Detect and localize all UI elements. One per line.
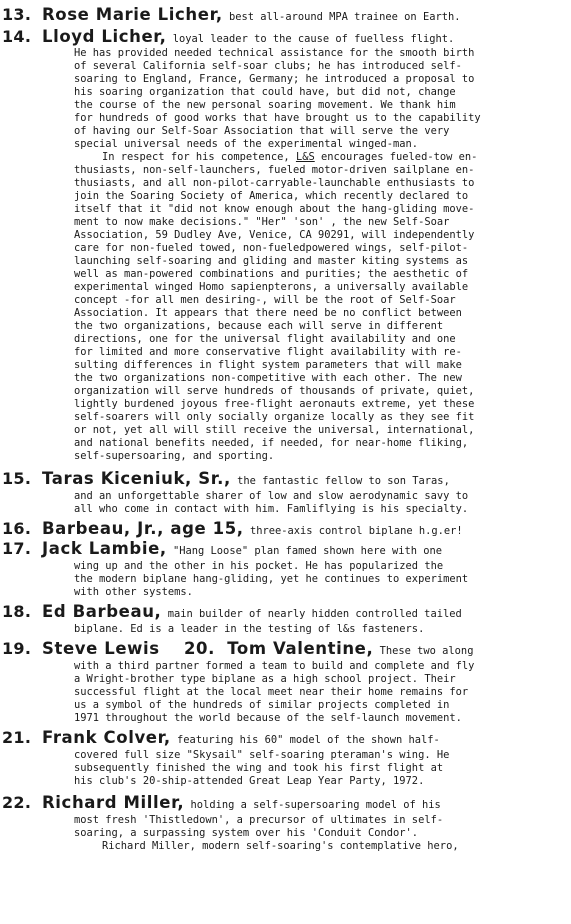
- text-line: Association, 59 Dudley Ave, Venice, CA 90291, will independently: [74, 229, 475, 241]
- text-line: his soaring organization that could have, but did not, change: [74, 86, 456, 98]
- text-line: successful flight at the local meet near their home remains for: [74, 686, 469, 698]
- entry-name: Steve Lewis: [42, 639, 160, 658]
- text-line: launching self-soaring and gliding and master kiting systems as: [74, 255, 469, 267]
- entry-name: Lloyd Licher,: [42, 27, 167, 46]
- entry-intro: three-axis control biplane h.g.er!: [249, 525, 463, 537]
- entry-14: [0, 27, 571, 463]
- text-line: self-supersoaring, and sporting.: [74, 450, 275, 462]
- entry-name: Taras Kiceniuk, Sr.,: [42, 469, 231, 488]
- text-line: ment to now make decisions." "Her" 'son' , the new Self-Soar: [74, 216, 450, 228]
- text-line: Association. It appears that there need be no conflict between: [74, 307, 462, 319]
- text-line: his club's 20-ship-attended Great Leap Year Party, 1972.: [74, 775, 425, 787]
- entry-number: 18.: [2, 602, 32, 621]
- text-line: of several California self-soar clubs; he has introduced self-: [74, 60, 462, 72]
- entry-19-20: [0, 639, 571, 725]
- text-line: well as man-powered combinations and purities; the aesthetic of: [74, 268, 469, 280]
- text-line: biplane. Ed is a leader in the testing of l&s fasteners.: [74, 623, 425, 635]
- entry-name-secondary: Tom Valentine,: [227, 639, 374, 658]
- text-line: a Wright-brother type biplane as a high school project. Their: [74, 673, 456, 685]
- text-line: special universal needs of the experimental winged-man.: [74, 138, 419, 150]
- entry-intro: These two along: [379, 645, 474, 657]
- text-line: subsequently finished the wing and took his first flight at: [74, 762, 444, 774]
- entry-21: [0, 728, 571, 788]
- entry-intro: main builder of nearly hidden controlled tailed: [167, 608, 462, 620]
- entry-17: [0, 539, 571, 599]
- text-line: itself that it "did not know enough about the hang-gliding move-: [74, 203, 475, 215]
- entry-name: Richard Miller,: [42, 793, 185, 812]
- entry-number-secondary: 20.: [183, 639, 215, 658]
- text-line: soaring, a surpassing system over his 'Conduit Condor'.: [74, 827, 419, 839]
- text-line: experimental winged Homo sapienpterons, a universally available: [74, 281, 469, 293]
- entry-number: 16.: [2, 519, 32, 538]
- text-line: for limited and more conservative flight availability with re-: [74, 346, 462, 358]
- text-line: He has provided needed technical assistance for the smooth birth: [74, 47, 475, 59]
- entry-number: 21.: [2, 728, 32, 747]
- entry-number: 17.: [2, 539, 32, 558]
- text-line: join the Soaring Society of America, which recently declared to: [74, 190, 469, 202]
- text-line: the two organizations, because each will serve in different: [74, 320, 444, 332]
- text-line: covered full size "Skysail" self-soaring pteraman's wing. He: [74, 749, 450, 761]
- text-line: soaring to England, France, Germany; he introduced a proposal to: [74, 73, 475, 85]
- text-line: organization will serve hundreds of thousands of private, quiet,: [74, 385, 475, 397]
- entry-number: 19.: [2, 639, 32, 658]
- text-line: sulting differences in flight system parameters that will make: [74, 359, 462, 371]
- text-line: all who come in contact with him. Famliflying is his specialty.: [74, 503, 469, 515]
- entry-intro: the fantastic fellow to son Taras,: [237, 475, 450, 487]
- text-line: wing up and the other in his pocket. He has popularized the: [74, 560, 444, 572]
- entry-name: Ed Barbeau,: [42, 602, 162, 621]
- entry-name: Frank Colver,: [42, 728, 171, 747]
- text-line: care for non-fueled towed, non-fueledpowered wings, self-pilot-: [74, 242, 469, 254]
- text-line: with other systems.: [74, 586, 193, 598]
- entry-name: Jack Lambie,: [42, 539, 167, 558]
- entry-intro: "Hang Loose" plan famed shown here with one: [173, 545, 443, 557]
- text-line: or not, yet all will still receive the universal, international,: [74, 424, 475, 436]
- ls-abbreviation: L&S: [295, 151, 315, 163]
- entry-number: 15.: [2, 469, 32, 488]
- entry-intro: featuring his 60" model of the shown half-: [177, 734, 440, 746]
- entry-body: [74, 30, 564, 463]
- text-line: the course of the new personal soaring movement. We thank him: [74, 99, 456, 111]
- text-line: Richard Miller, modern self-soaring's contemplative hero,: [102, 840, 459, 852]
- text-line: directions, one for the universal flight availability and one: [74, 333, 456, 345]
- entry-22: [0, 793, 571, 853]
- text-line: for hundreds of good works that have brought us to the capability: [74, 112, 481, 124]
- text-line: In respect for his competence, L&S encourages fueled-tow en-: [102, 151, 478, 163]
- entry-intro: holding a self-supersoaring model of his: [190, 799, 441, 811]
- text-line: the two organizations non-competitive with each other. The new: [74, 372, 462, 384]
- text-line: most fresh 'Thistledown', a precursor of ultimates in self-: [74, 814, 444, 826]
- entry-number: 22.: [2, 793, 32, 812]
- entry-number: 13.: [2, 5, 32, 24]
- text-line: lightly burdened joyous free-flight aeronauts extreme, yet these: [74, 398, 475, 410]
- text-line: the modern biplane hang-gliding, yet he continues to experiment: [74, 573, 469, 585]
- entry-name: Rose Marie Licher,: [42, 5, 223, 24]
- text-line: 1971 throughout the world because of the self-launch movement.: [74, 712, 462, 724]
- text-line: with a third partner formed a team to build and complete and fly: [74, 660, 475, 672]
- entry-number: 14.: [2, 27, 32, 46]
- text-line: us a symbol of the hundreds of similar projects completed in: [74, 699, 450, 711]
- text-line: of having our Self-Soar Association that will serve the very: [74, 125, 450, 137]
- entry-18: [0, 602, 571, 636]
- text-line: thusiasts, non-self-launchers, fueled motor-driven sailplane en-: [74, 164, 475, 176]
- text-line: self-soarers will only socially organize locally as they see fit: [74, 411, 475, 423]
- text-line: and an unforgettable sharer of low and slow aerodynamic savy to: [74, 490, 469, 502]
- text-line: thusiasts, and all non-pilot-carryable-launchable enthusiasts to: [74, 177, 475, 189]
- text-line: concept -for all men desiring-, will be the root of Self-Soar: [74, 294, 456, 306]
- entry-name: Barbeau, Jr., age 15,: [42, 519, 244, 538]
- entry-15: [0, 469, 571, 516]
- entry-intro: best all-around MPA trainee on Earth.: [229, 11, 461, 23]
- entry-intro: loyal leader to the cause of fuelless flight.: [172, 33, 455, 45]
- text-line: and national benefits needed, if needed, for near-home fliking,: [74, 437, 469, 449]
